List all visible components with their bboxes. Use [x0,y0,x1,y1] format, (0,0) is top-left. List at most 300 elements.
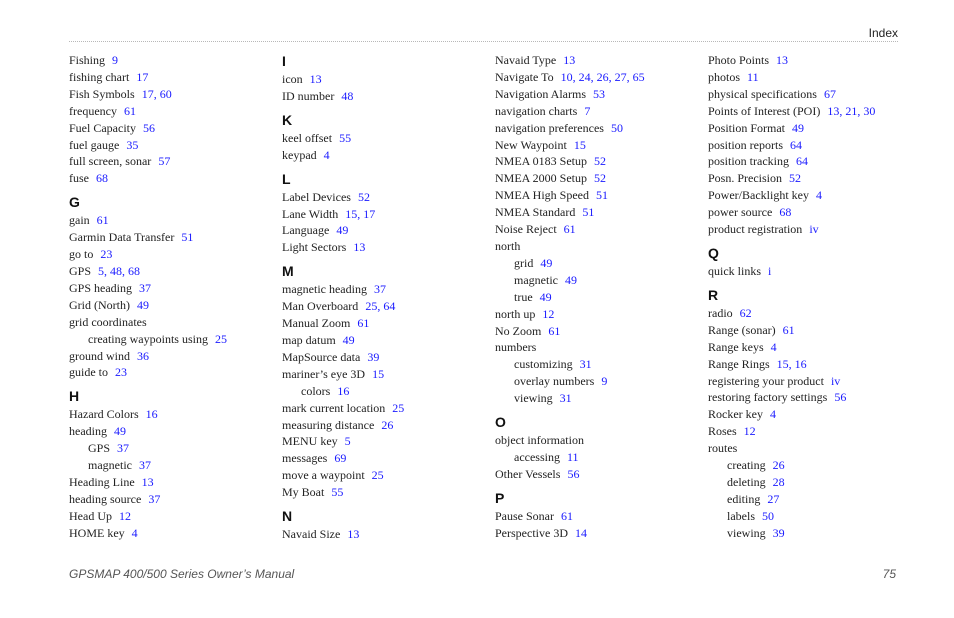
index-term: registering your product [708,373,824,388]
index-subentry [495,356,695,373]
index-entry [708,153,908,170]
index-term: Range Rings [708,356,770,371]
page-reference-link[interactable]: 35 [126,137,139,152]
index-term: ground wind [69,348,130,363]
page-reference-link[interactable]: 15 [573,137,586,152]
index-entry [69,52,269,69]
index-term: Roses [708,424,737,439]
page-reference-link[interactable]: 61 [96,213,109,228]
page-reference-link[interactable]: i [768,263,772,278]
page-reference-link[interactable]: 13 [776,53,789,67]
index-term: Head Up [69,508,112,523]
index-term: Pause Sonar [495,508,554,523]
index-term: Fuel Capacity [69,120,136,135]
index-term: Hazard Colors [69,407,139,422]
index-entry [708,322,908,339]
index-term: north [495,238,521,253]
index-term: Language [282,223,330,238]
index-entry [282,467,482,484]
index-entry [708,339,908,356]
page-reference-link[interactable]: 61 [563,222,576,237]
page-reference-link[interactable]: 4 [770,339,777,354]
index-term: fuse [69,171,89,186]
index-entry [282,206,482,223]
index-term: restoring factory settings [708,390,828,405]
page-reference-link[interactable]: 64 [796,154,808,169]
page-reference-link[interactable]: 5 [344,434,351,449]
index-entry [69,170,269,187]
index-entry [495,238,695,255]
index-term: Navaid Size [282,527,341,542]
index-term: full screen, sonar [69,154,152,169]
page-reference-link[interactable]: 57 [158,154,171,169]
index-term: Navaid Type [495,53,557,67]
index-subentry [708,525,908,542]
index-subentry [495,289,695,306]
index-subentry [495,449,695,466]
index-entry [495,120,695,137]
index-entry [69,423,269,440]
index-term: numbers [495,340,537,355]
index-term: navigation charts [495,103,578,118]
page-reference-link[interactable]: 49 [114,424,126,439]
index-entry [282,147,482,164]
page-reference-link[interactable]: 5, 48, 68 [98,263,141,278]
page-reference-link[interactable]: 51 [181,230,194,245]
page-reference-link[interactable]: 69 [334,451,347,466]
index-subentry [708,457,908,474]
page-reference-link[interactable]: 26 [772,458,785,473]
index-term: north up [495,306,536,321]
index-entry [708,263,908,280]
index-entry [69,246,269,263]
page-reference-link[interactable]: 49 [539,289,552,304]
index-letter-heading: K [282,111,293,128]
index-term: MapSource data [282,349,361,364]
page-reference-link[interactable]: 67 [823,86,836,101]
page-reference-link[interactable]: 25, 64 [365,299,396,314]
page-reference-link[interactable]: 28 [772,474,785,489]
index-term: Rocker key [708,407,763,422]
page-reference-link[interactable]: 52 [357,189,370,204]
page-reference-link[interactable]: 16 [337,383,350,398]
page-reference-link[interactable]: iv [809,222,819,237]
index-term: labels [727,508,755,523]
page-reference-link[interactable]: 13 [353,240,366,255]
index-term: Noise Reject [495,222,557,237]
index-term: Grid (North) [69,297,130,312]
page-reference-link[interactable]: 61 [782,322,795,337]
page-reference-link[interactable]: 23 [115,365,127,380]
page-reference-link[interactable]: 56 [142,120,155,135]
index-term: Photo Points [708,53,770,67]
page-reference-link[interactable]: 56 [567,466,580,481]
index-entry [708,389,908,406]
index-subentry [69,440,269,457]
page-reference-link[interactable]: 48 [341,88,354,103]
page-reference-link[interactable]: 49 [792,120,805,135]
index-entry [282,71,482,88]
page-reference-link[interactable]: 9 [112,53,119,67]
index-entry [282,130,482,147]
page-reference-link[interactable]: 39 [772,525,785,540]
index-entry [708,69,908,86]
index-term: product registration [708,222,803,237]
index-entry [495,52,695,69]
index-term: grid coordinates [69,314,147,329]
page-reference-link[interactable]: 52 [594,154,607,169]
index-entry [69,474,269,491]
index-term: fishing chart [69,69,130,84]
index-term: My Boat [282,485,325,500]
index-term: viewing [727,525,766,540]
index-entry [282,417,482,434]
page-reference-link[interactable]: 64 [790,137,802,152]
index-term: GPS [69,263,92,278]
index-term: deleting [727,474,766,489]
page-reference-link[interactable]: 68 [96,171,108,186]
index-entry [69,364,269,381]
index-letter-heading: I [282,53,286,69]
index-term: Posn. Precision [708,171,783,186]
page-number: 75 [882,567,896,581]
index-entry [282,315,482,332]
index-subentry [708,491,908,508]
index-term: colors [301,383,331,398]
page-reference-link[interactable]: 50 [762,508,774,523]
page-reference-link[interactable]: 49 [136,297,149,312]
index-entry [708,52,908,69]
index-letter-heading: M [282,263,294,280]
index-entry [69,212,269,229]
index-entry [495,306,695,323]
header-divider [69,41,898,42]
page-reference-link[interactable]: 9 [601,374,608,389]
index-term: routes [708,441,738,456]
page-reference-link[interactable]: 12 [118,508,131,523]
index-entry [495,221,695,238]
index-entry [708,187,908,204]
page-reference-link[interactable]: 49 [540,255,553,270]
index-term: Fishing [69,53,106,67]
index-column-3 [495,52,695,542]
index-letter-heading: R [708,286,719,303]
index-entry [69,153,269,170]
index-term: grid [514,255,534,270]
page-reference-link[interactable]: 37 [373,282,386,297]
page-reference-link[interactable]: 13 [347,527,360,542]
page-reference-link[interactable]: 17, 60 [141,86,172,101]
page-reference-link[interactable]: 12 [542,306,555,321]
index-entry [69,280,269,297]
index-term: measuring distance [282,417,375,432]
index-entry [282,349,482,366]
page-reference-link[interactable]: 55 [331,485,344,500]
page-reference-link[interactable]: 53 [592,86,605,101]
index-term: keel offset [282,130,333,145]
index-term: Label Devices [282,189,351,204]
index-term: messages [282,451,328,466]
page-reference-link[interactable]: 13 [563,53,576,67]
index-term: guide to [69,365,108,380]
index-entry [495,103,695,120]
index-entry [69,525,269,542]
index-term: move a waypoint [282,468,365,483]
index-term: Other Vessels [495,466,561,481]
page-reference-link[interactable]: 37 [148,491,161,506]
page-reference-link[interactable]: 10, 24, 26, 27, 65 [560,69,645,84]
index-entry [708,137,908,154]
index-term: Points of Interest (POI) [708,103,821,118]
index-entry [69,263,269,280]
index-letter-heading: G [69,194,80,211]
index-subentry [708,474,908,491]
index-term: Position Format [708,120,786,135]
index-entry [69,229,269,246]
index-term: Range keys [708,339,764,354]
index-entry [708,305,908,322]
index-term: NMEA High Speed [495,188,589,203]
page-reference-link[interactable]: 15, 16 [776,356,807,371]
index-term: Manual Zoom [282,316,351,331]
page-reference-link[interactable]: 52 [594,171,607,186]
index-term: Navigate To [495,69,554,84]
page-reference-link[interactable]: 4 [769,407,776,422]
page-reference-link[interactable]: 23 [100,247,113,262]
index-entry [708,221,908,238]
index-letter-heading: L [282,170,291,187]
page-reference-link[interactable]: 11 [566,449,579,464]
index-entry [69,406,269,423]
index-term: MENU key [282,434,338,449]
index-letter-heading: Q [708,244,719,261]
index-entry [69,137,269,154]
index-entry [282,239,482,256]
index-term: creating [727,458,766,473]
index-subentry [69,457,269,474]
index-entry [69,86,269,103]
page-reference-link[interactable]: 56 [834,390,847,405]
index-term: Perspective 3D [495,525,568,540]
index-term: accessing [514,449,560,464]
index-entry [282,281,482,298]
index-term: true [514,289,533,304]
index-term: navigation preferences [495,120,604,135]
page-reference-link[interactable]: 16 [145,407,158,422]
index-entry [282,433,482,450]
page-reference-link[interactable]: 4 [815,188,822,203]
page-reference-link[interactable]: 49 [336,223,349,238]
index-term: icon [282,72,303,86]
index-term: Man Overboard [282,299,359,314]
page-reference-link[interactable]: 52 [789,171,802,186]
index-entry [708,120,908,137]
index-subentry [708,508,908,525]
index-entry [69,491,269,508]
index-entry [495,432,695,449]
index-term: Range (sonar) [708,322,776,337]
index-term: overlay numbers [514,374,595,389]
index-entry [69,103,269,120]
index-letter-heading: N [282,508,293,525]
index-entry [495,525,695,542]
index-entry [708,406,908,423]
index-term: New Waypoint [495,137,567,152]
index-term: Navigation Alarms [495,86,586,101]
index-term: radio [708,305,733,320]
page-reference-link[interactable]: iv [830,373,841,388]
index-term: No Zoom [495,323,542,338]
index-entry [495,86,695,103]
page-reference-link[interactable]: 25 [214,331,227,346]
page-reference-link[interactable]: 14 [574,525,587,540]
index-term: fuel gauge [69,137,120,152]
index-term: NMEA Standard [495,205,576,220]
page-reference-link[interactable]: 61 [357,316,370,331]
index-term: photos [708,69,741,84]
index-entry [708,204,908,221]
page-reference-link[interactable]: 13 [141,474,154,489]
index-entry [708,170,908,187]
index-term: editing [727,491,761,506]
page-reference-link[interactable]: 4 [323,147,330,162]
index-term: Heading Line [69,474,135,489]
index-term: magnetic heading [282,282,367,297]
index-term: Power/Backlight key [708,188,809,203]
index-term: GPS heading [69,280,132,295]
index-term: frequency [69,103,117,118]
index-subentry [495,373,695,390]
index-entry [495,187,695,204]
page-reference-link[interactable]: 37 [117,441,130,456]
index-entry [495,137,695,154]
index-term: ID number [282,88,335,103]
index-term: viewing [514,391,553,406]
index-entry [495,323,695,340]
page-reference-link[interactable]: 13, 21, 30 [827,103,876,118]
index-term: object information [495,433,584,448]
page-reference-link[interactable]: 11 [747,69,759,84]
section-header-label: Index [868,26,898,40]
page-reference-link[interactable]: 12 [743,424,756,439]
index-term: GPS [88,441,111,456]
index-term: position reports [708,137,783,152]
page-reference-link[interactable]: 36 [137,348,149,363]
index-subentry [495,390,695,407]
index-entry [282,222,482,239]
index-entry [495,69,695,86]
index-entry [495,153,695,170]
index-entry [708,103,908,120]
page-reference-link[interactable]: 31 [579,357,592,372]
page-reference-link[interactable]: 61 [123,103,136,118]
index-term: position tracking [708,154,789,169]
page-reference-link[interactable]: 51 [582,205,595,220]
index-term: customizing [514,357,573,372]
index-term: magnetic [88,458,132,473]
index-term: power source [708,205,773,220]
page-reference-link[interactable]: 31 [559,391,572,406]
page-reference-link[interactable]: 15 [372,366,385,381]
index-column-1 [69,52,269,542]
page-reference-link[interactable]: 61 [548,323,561,338]
index-term: map datum [282,332,336,347]
index-entry [282,366,482,383]
index-term: HOME key [69,525,125,540]
page-reference-link[interactable]: 4 [131,525,138,540]
page-reference-link[interactable]: 62 [739,305,752,320]
page-reference-link[interactable]: 25 [371,468,384,483]
index-entry [69,297,269,314]
page-reference-link[interactable]: 37 [138,458,151,473]
index-column-4 [708,52,908,542]
index-entry [495,339,695,356]
index-term: quick links [708,263,761,278]
index-entry [282,298,482,315]
index-entry [495,466,695,483]
index-entry [282,400,482,417]
index-entry [282,484,482,501]
index-term: mark current location [282,400,386,415]
page-reference-link[interactable]: 49 [564,272,577,287]
page-reference-link[interactable]: 49 [342,332,355,347]
index-entry [69,348,269,365]
index-entry [708,373,908,390]
index-entry [282,88,482,105]
page-reference-link[interactable]: 27 [767,491,780,506]
index-term: NMEA 0183 Setup [495,154,588,169]
manual-title: GPSMAP 400/500 Series Owner’s Manual [69,567,295,581]
page-reference-link[interactable]: 17 [136,69,149,84]
index-term: Light Sectors [282,240,347,255]
index-term: Fish Symbols [69,86,135,101]
index-subentry [495,255,695,272]
page-reference-link[interactable]: 7 [584,103,591,118]
page-reference-link[interactable]: 37 [139,280,151,295]
index-subentry [282,383,482,400]
index-entry [495,508,695,525]
page-reference-link[interactable]: 25 [392,400,405,415]
index-term: Garmin Data Transfer [69,230,175,245]
index-entry [282,526,482,543]
index-term: creating waypoints using [88,331,208,346]
index-entry [495,204,695,221]
index-entry [69,69,269,86]
page-reference-link[interactable]: 51 [596,188,608,203]
index-term: heading [69,424,107,439]
page-reference-link[interactable]: 39 [367,349,380,364]
index-entry [495,170,695,187]
index-letter-heading: P [495,489,505,506]
index-entry [69,314,269,331]
page-reference-link[interactable]: 61 [561,508,573,523]
index-entry [708,440,908,457]
index-term: physical specifications [708,86,817,101]
index-column-2 [282,52,482,543]
index-term: heading source [69,491,142,506]
page-reference-link[interactable]: 13 [309,72,322,86]
index-entry [282,332,482,349]
page-reference-link[interactable]: 55 [339,130,352,145]
page-reference-link[interactable]: 15, 17 [345,206,376,221]
index-letter-heading: H [69,388,80,405]
page-reference-link[interactable]: 26 [381,417,394,432]
page-reference-link[interactable]: 68 [779,205,792,220]
index-term: Lane Width [282,206,339,221]
index-term: gain [69,213,90,228]
page-reference-link[interactable]: 50 [610,120,623,135]
index-entry [69,508,269,525]
